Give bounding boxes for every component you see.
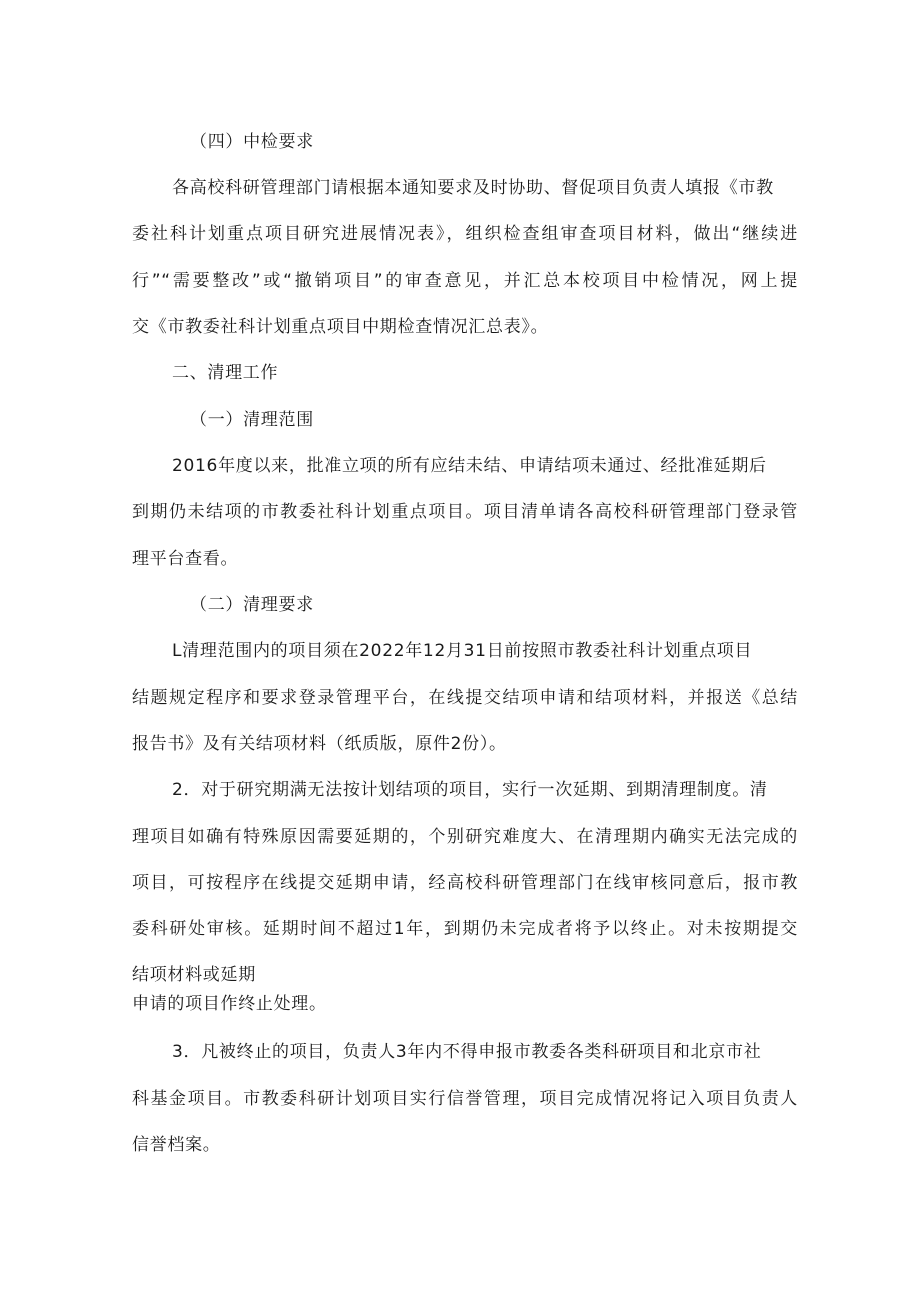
req-item-2-line-5: 结项材料或延期 <box>132 965 256 985</box>
scope-para-line-3: 理平台查看。 <box>132 549 239 569</box>
scope-para-line-1: 2016年度以来，批准立项的所有应结未结、申请结项未通过、经批准延期后 <box>172 456 767 476</box>
req-item-2-line-3: 项目，可按程序在线提交延期申请，经高校科研管理部门在线审核同意后，报市教 <box>132 873 798 893</box>
section-4-para-line-2: 委社科计划重点项目研究进展情况表》，组织检查组审查项目材料，做出“继续进 <box>132 224 798 244</box>
scope-para-line-2: 到期仍未结项的市教委社科计划重点项目。项目清单请各高校科研管理部门登录管 <box>132 502 798 522</box>
req-item-3-line-2: 科基金项目。市教委科研计划项目实行信誉管理，项目完成情况将记入项目负责人 <box>132 1089 798 1109</box>
section-4-para-line-4: 交《市教委社科计划重点项目中期检查情况汇总表》。 <box>132 317 549 337</box>
req-item-3-line-3: 信誉档案。 <box>132 1135 221 1155</box>
req-item-1-line-3: 报告书》及有关结项材料（纸质版，原件2份）。 <box>132 734 507 754</box>
req-item-2-line-4: 委科研处审核。延期时间不超过1年，到期仍未完成者将予以终止。对未按期提交 <box>132 919 798 939</box>
scope-heading: （一）清理范围 <box>190 410 314 430</box>
req-item-1-line-2: 结题规定程序和要求登录管理平台，在线提交结项申请和结项材料，并报送《总结 <box>132 688 798 708</box>
req-item-2-line-2: 理项目如确有特殊原因需要延期的，个别研究难度大、在清理期内确实无法完成的 <box>132 827 798 847</box>
part-2-heading: 二、清理工作 <box>172 363 279 383</box>
req-item-2-line-1: 2．对于研究期满无法按计划结项的项目，实行一次延期、到期清理制度。清 <box>172 780 768 800</box>
section-4-heading: （四）中检要求 <box>190 132 314 152</box>
req-item-3-line-1: 3．凡被终止的项目，负责人3年内不得申报市教委各类科研项目和北京市社 <box>172 1042 762 1062</box>
req-item-2-line-6: 申请的项目作终止处理。 <box>132 994 327 1014</box>
req-item-1-line-1: L清理范围内的项目须在2022年12月31日前按照市教委社科计划重点项目 <box>172 641 753 661</box>
section-4-para-line-1: 各高校科研管理部门请根据本通知要求及时协助、督促项目负责人填报《市教 <box>172 178 774 198</box>
req-heading: （二）清理要求 <box>190 595 314 615</box>
section-4-para-line-3: 行”“需要整改”或“撤销项目”的审查意见，并汇总本校项目中检情况，网上提 <box>132 271 798 291</box>
